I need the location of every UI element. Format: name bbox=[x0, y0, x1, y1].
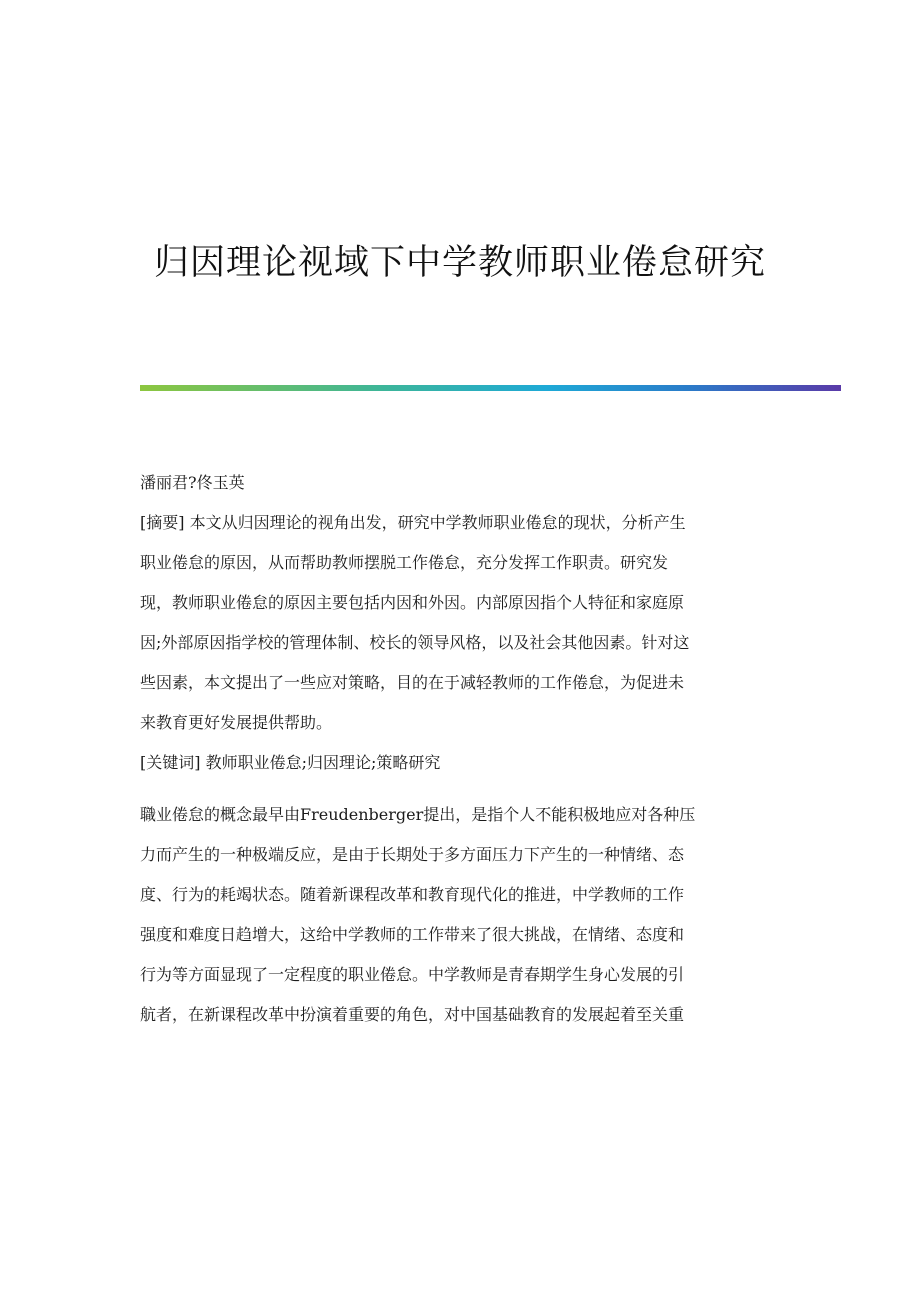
abstract-line: 来教育更好发展提供帮助。 bbox=[140, 713, 333, 732]
body-line: 力而产生的一种极端反应，是由于长期处于多方面压力下产生的一种情绪、态 bbox=[140, 845, 685, 864]
document-title: 归因理论视域下中学教师职业倦怠研究 bbox=[153, 243, 766, 284]
abstract-line: 些因素，本文提出了一些应对策略，目的在于减轻教师的工作倦怠，为促进未 bbox=[140, 673, 685, 692]
abstract bbox=[140, 503, 780, 743]
body-line: 行为等方面显现了一定程度的职业倦怠。中学教师是青春期学生身心发展的引 bbox=[140, 965, 685, 984]
paragraph-spacer bbox=[140, 783, 780, 795]
title-divider bbox=[140, 385, 841, 391]
keywords-line: [关键词] 教师职业倦怠;归因理论;策略研究 bbox=[140, 753, 441, 772]
document-body bbox=[140, 463, 780, 1035]
abstract-line: 现，教师职业倦怠的原因主要包括内因和外因。内部原因指个人特征和家庭原 bbox=[140, 593, 685, 612]
abstract-line: 职业倦怠的原因，从而帮助教师摆脱工作倦怠，充分发挥工作职责。研究发 bbox=[140, 553, 669, 572]
body-line: 度、行为的耗竭状态。随着新课程改革和教育现代化的推进，中学教师的工作 bbox=[140, 885, 685, 904]
body-paragraph bbox=[140, 795, 780, 1035]
abstract-line: [摘要] 本文从归因理论的视角出发，研究中学教师职业倦怠的现状，分析产生 bbox=[140, 513, 686, 532]
body-line: 職业倦怠的概念最早由Freudenberger提出，是指个人不能积极地应对各种压 bbox=[140, 805, 696, 824]
author-line: 潘丽君?佟玉英 bbox=[140, 473, 245, 492]
body-line: 航者，在新课程改革中扮演着重要的角色，对中国基础教育的发展起着至关重 bbox=[140, 1005, 685, 1024]
abstract-line: 因;外部原因指学校的管理体制、校长的领导风格，以及社会其他因素。针对这 bbox=[140, 633, 690, 652]
body-line: 强度和难度日趋增大，这给中学教师的工作带来了很大挑战，在情绪、态度和 bbox=[140, 925, 685, 944]
